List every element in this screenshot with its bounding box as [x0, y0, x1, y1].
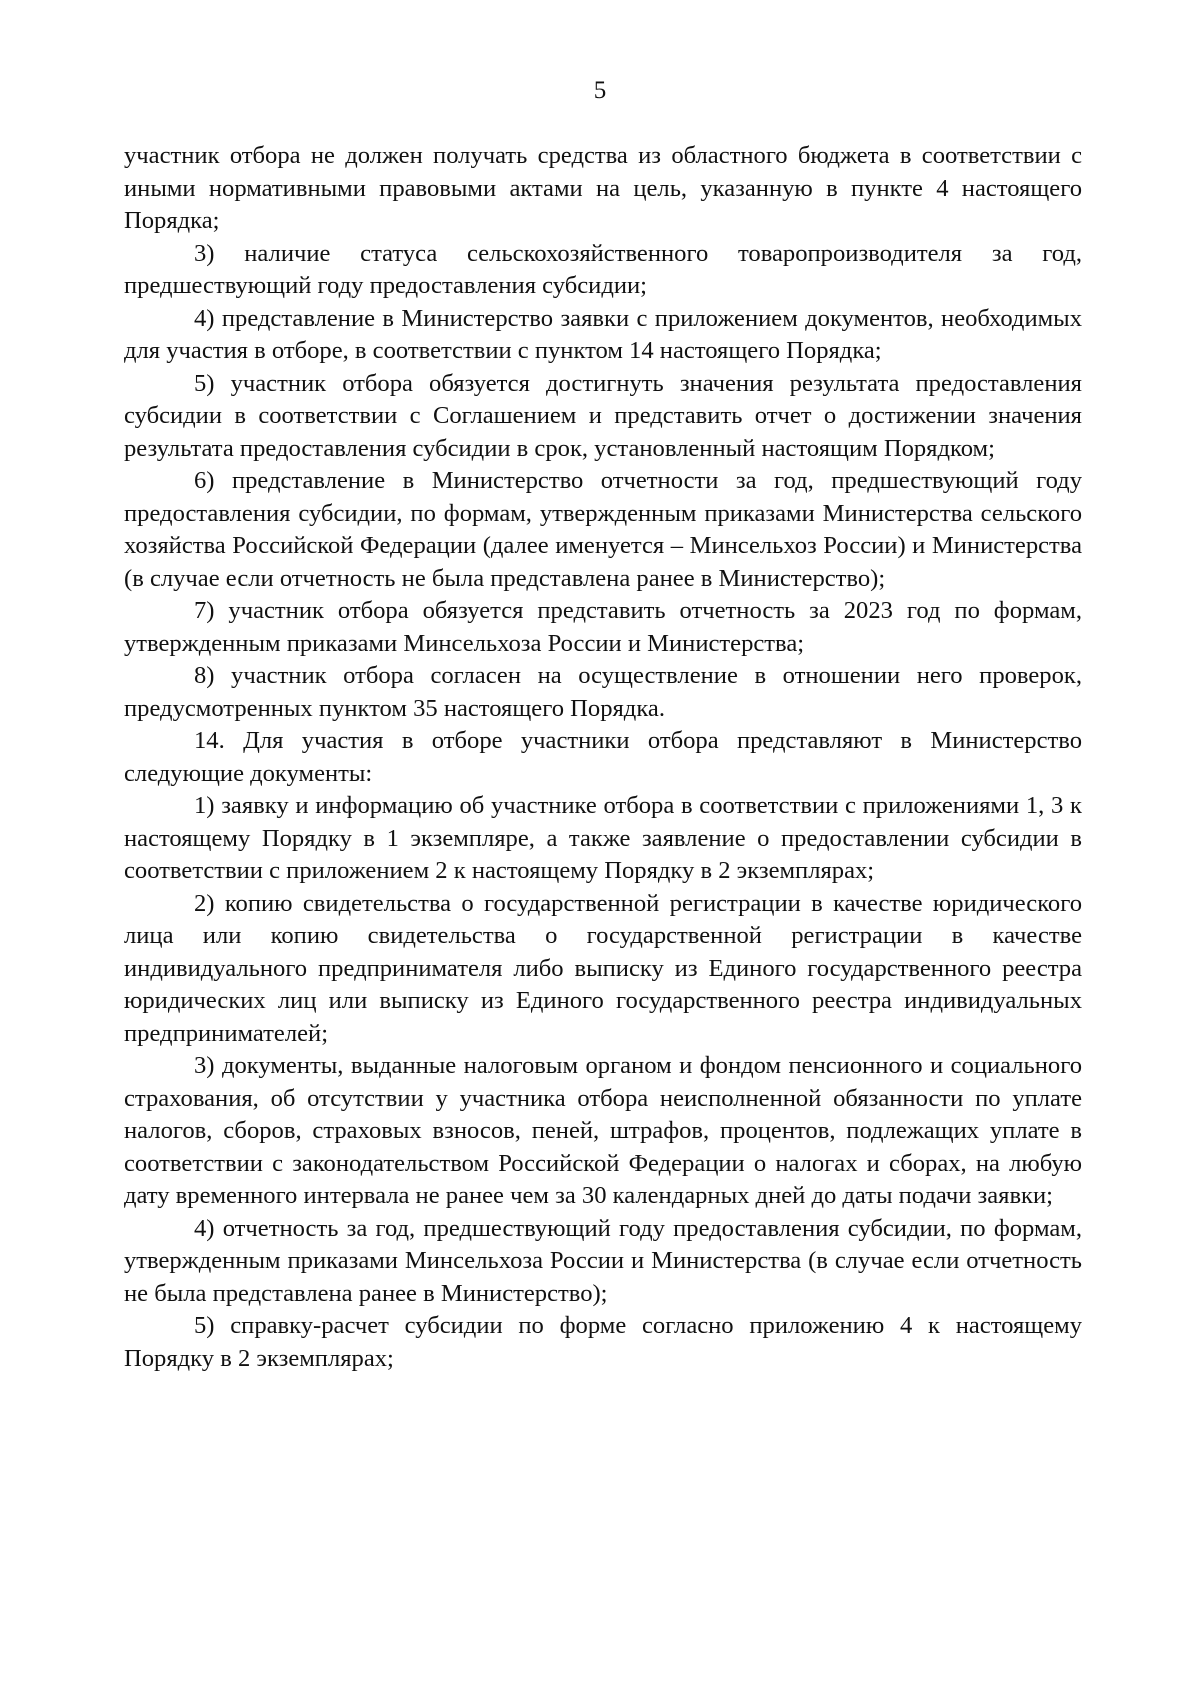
paragraph-doc-1: 1) заявку и информацию об участнике отбора в соответствии с приложениями 1, 3 к настоящему Порядку в 1 экземпляре, а также заявление о предоставлении субсидии в соответствии с приложением 2 к настоящему Порядку в 2 экземплярах;	[124, 792, 1082, 884]
paragraph-item-6: 6) представление в Министерство отчетности за год, предшествующий году предоставления субсидии, по формам, утвержденным приказами Министерства сельского хозяйства Российской Федерации (далее именуется – Минсельхоз России) и Министерства (в случае если отчетность не была представлена ранее в Министерство);	[124, 467, 1082, 592]
paragraph-item-8: 8) участник отбора согласен на осуществление в отношении него проверок, предусмотренных пунктом 35 настоящего Порядка.	[124, 662, 1082, 722]
paragraph-section-14: 14. Для участия в отборе участники отбора представляют в Министерство следующие документы:	[124, 727, 1082, 787]
paragraph-item-4: 4) представление в Министерство заявки с приложением документов, необходимых для участия в отборе, в соответствии с пунктом 14 настоящего Порядка;	[124, 304, 1082, 364]
paragraph-doc-5: 5) справку-расчет субсидии по форме согласно приложению 4 к настоящему Порядку в 2 экземплярах;	[124, 1312, 1082, 1372]
document-body	[124, 140, 1082, 1375]
page-number: 5	[593, 77, 607, 104]
paragraph-item-5: 5) участник отбора обязуется достигнуть значения результата предоставления субсидии в соответствии с Соглашением и представить отчет о достижении значения результата предоставления субсидии в срок, установленный настоящим Порядком;	[124, 369, 1082, 462]
paragraph-continuation: участник отбора не должен получать средства из областного бюджета в соответствии с иными нормативными правовыми актами на цель, указанную в пункте 4 настоящего Порядка;	[124, 142, 1082, 234]
paragraph-item-7: 7) участник отбора обязуется представить отчетность за 2023 год по формам, утвержденным приказами Минсельхоза России и Министерства;	[124, 597, 1082, 657]
paragraph-item-3: 3) наличие статуса сельскохозяйственного товаропроизводителя за год, предшествующий году предоставления субсидии;	[124, 239, 1082, 299]
paragraph-doc-3: 3) документы, выданные налоговым органом и фондом пенсионного и социального страхования, об отсутствии у участника отбора неисполненной обязанности по уплате налогов, сборов, страховых взносов, пеней, штрафов, процентов, подлежащих уплате в соответствии с законодательством Российской Федерации о налогах и сборах, на любую дату временного интервала не ранее чем за 30 календарных дней до даты подачи заявки;	[124, 1052, 1082, 1209]
paragraph-doc-2: 2) копию свидетельства о государственной регистрации в качестве юридического лица или копию свидетельства о государственной регистрации в качестве индивидуального предпринимателя либо выписку из Единого государственного реестра юридических лиц или выписку из Единого государственного реестра индивидуальных предпринимателей;	[124, 889, 1082, 1047]
paragraph-doc-4: 4) отчетность за год, предшествующий году предоставления субсидии, по формам, утвержденным приказами Минсельхоза России и Министерства (в случае если отчетность не была представлена ранее в Министерство);	[124, 1214, 1082, 1307]
